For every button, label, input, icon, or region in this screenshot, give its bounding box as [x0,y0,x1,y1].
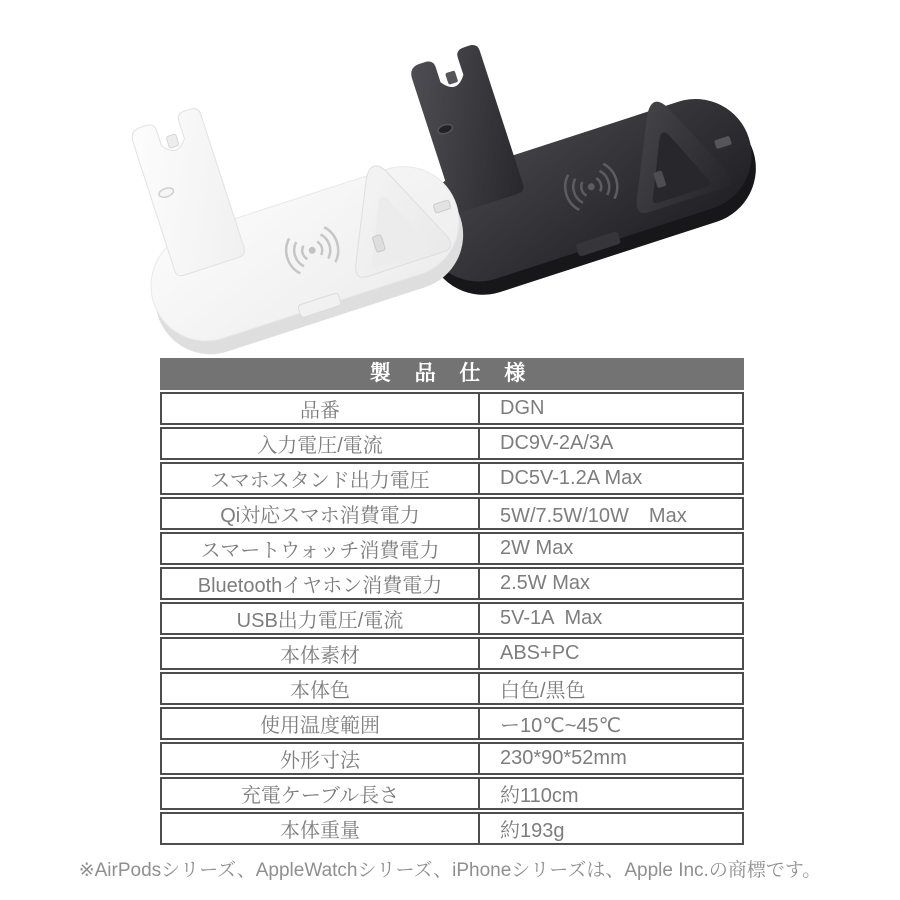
spec-value: DC9V-2A/3A [500,432,614,454]
spec-value: DC5V-1.2A Max [500,467,643,489]
table-row [160,392,744,425]
table-row [160,602,744,635]
table-row [160,462,744,495]
table-row [160,777,744,810]
spec-value: 2W Max [500,537,574,559]
table-row [160,707,744,740]
table-row [160,427,744,460]
spec-value: 5V-1A Max [500,607,603,629]
table-row [160,637,744,670]
watch-connector [166,134,179,149]
spec-value: 約110cm [500,785,579,807]
spec-label: 品番 [162,394,480,423]
table-row [160,742,744,775]
spec-label: 入力電圧/電流 [162,429,480,458]
spec-label: 本体色 [162,674,480,703]
table-row [160,567,744,600]
spec-value: 230*90*52mm [500,747,627,769]
white-dock-image [102,52,496,364]
spec-value: 5W/7.5W/10W Max [500,505,687,527]
spec-label: Qi対応スマホ消費電力 [162,499,480,528]
spec-label: スマートウォッチ消費電力 [162,534,480,563]
spec-value: 約193g [500,820,565,842]
spec-table-title: 製 品 仕 様 [160,358,744,390]
spec-label: 外形寸法 [162,744,480,773]
spec-label: 本体素材 [162,639,480,668]
spec-value: ー10℃~45℃ [500,715,622,737]
spec-label: 使用温度範囲 [162,709,480,738]
table-row [160,497,744,530]
spec-value: 2.5W Max [500,572,591,594]
spec-value: DGN [500,397,545,419]
table-row [160,812,744,845]
spec-value: 白色/黒色 [500,680,586,702]
spec-label: USB出力電圧/電流 [162,604,480,633]
table-row [160,672,744,705]
spec-value: ABS+PC [500,642,580,664]
spec-table [160,358,744,845]
table-row [160,532,744,565]
spec-label: スマホスタンド出力電圧 [162,464,480,493]
spec-label: Bluetoothイヤホン消費電力 [162,569,480,598]
trademark-footnote: ※AirPodsシリーズ、AppleWatchシリーズ、iPhoneシリーズは、Apple Inc.の商標です。 [78,860,822,881]
spec-label: 本体重量 [162,814,480,843]
spec-label: 充電ケーブル長さ [162,779,480,808]
watch-stand [129,107,247,278]
